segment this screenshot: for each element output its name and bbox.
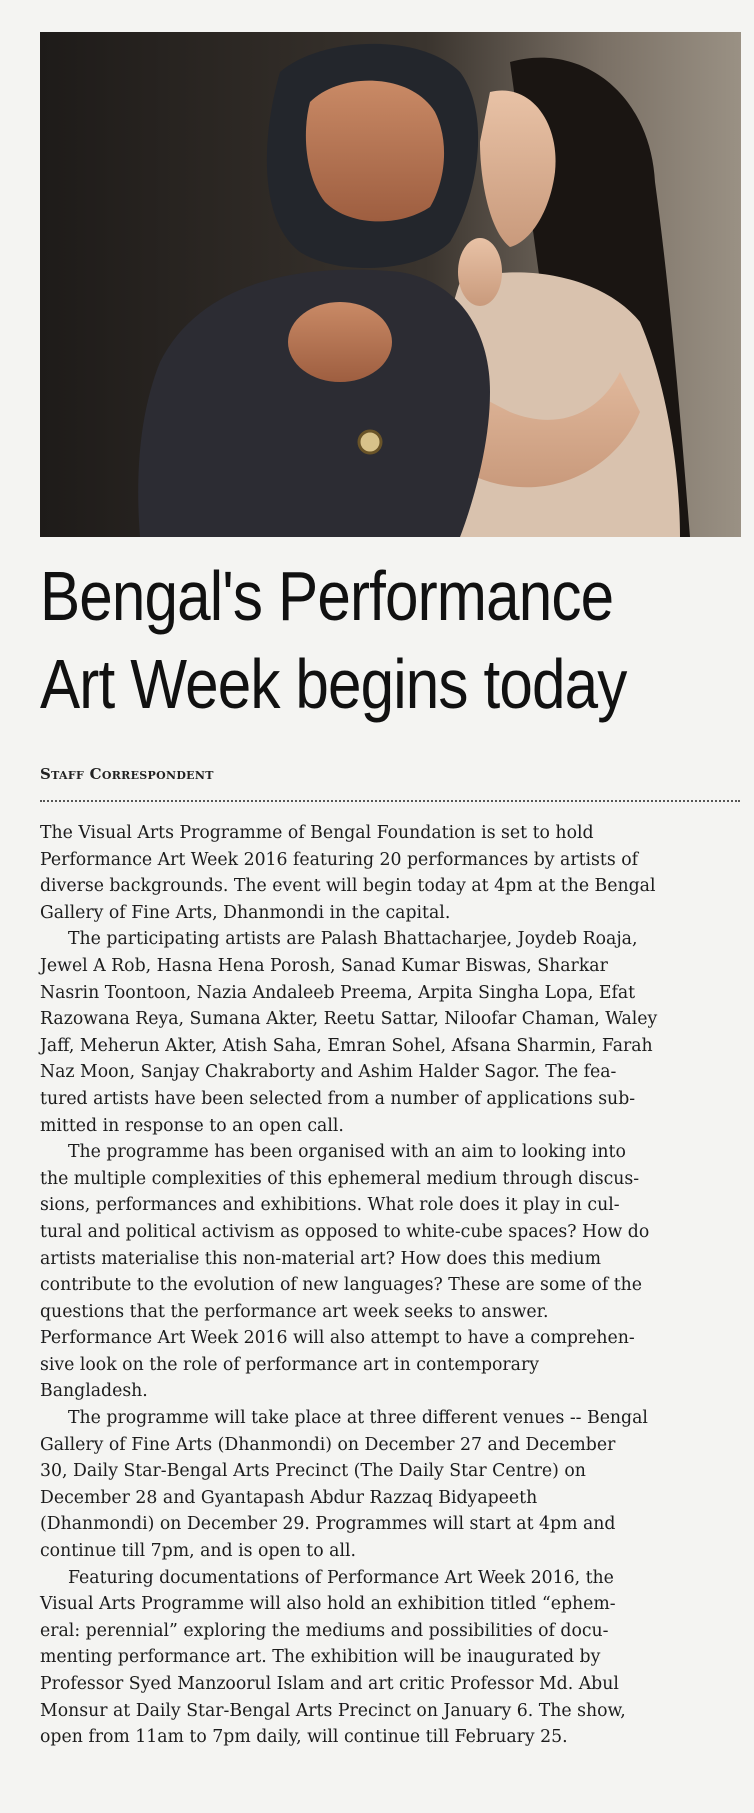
article-body [40, 820, 742, 1751]
text-line: Performance Art Week 2016 will also attempt to have a comprehen- [40, 1328, 635, 1349]
article-paragraph [40, 1565, 742, 1751]
text-line: Jaff, Meherun Akter, Atish Saha, Emran Sohel, Afsana Sharmin, Farah [40, 1035, 653, 1056]
headline-line: Bengal's Performance [40, 557, 614, 635]
text-line: sions, performances and exhibitions. What role does it play in cul- [40, 1195, 620, 1216]
text-line: The programme will take place at three different venues -- Bengal [68, 1408, 648, 1429]
text-line: Monsur at Daily Star-Bengal Arts Precinct on January 6. The show, [40, 1700, 626, 1721]
text-line: mitted in response to an open call. [40, 1115, 344, 1136]
text-line: diverse backgrounds. The event will begin today at 4pm at the Bengal [40, 876, 656, 897]
article-paragraph [40, 926, 742, 1139]
text-line: The participating artists are Palash Bhattacharjee, Joydeb Roaja, [68, 929, 638, 950]
text-line: Gallery of Fine Arts (Dhanmondi) on December 27 and December [40, 1434, 616, 1455]
text-line: Visual Arts Programme will also hold an exhibition titled “ephem- [40, 1594, 616, 1615]
article-paragraph [40, 1139, 742, 1405]
article-paragraph [40, 1405, 742, 1565]
text-line: the multiple complexities of this ephemeral medium through discus- [40, 1168, 640, 1189]
text-line: Nasrin Toontoon, Nazia Andaleeb Preema, Arpita Singha Lopa, Efat [40, 982, 636, 1003]
text-line: Professor Syed Manzoorul Islam and art critic Professor Md. Abul [40, 1674, 619, 1694]
text-line: questions that the performance art week seeks to answer. [40, 1301, 549, 1322]
text-line: menting performance art. The exhibition will be inaugurated by [40, 1647, 601, 1668]
text-line: December 28 and Gyantapash Abdur Razzaq Bidyapeeth [40, 1487, 538, 1508]
text-line: The programme has been organised with an aim to looking into [68, 1142, 626, 1163]
text-line: Performance Art Week 2016 featuring 20 performances by artists of [40, 849, 639, 870]
text-line: Bangladesh. [40, 1381, 148, 1402]
text-line: continue till 7pm, and is open to all. [40, 1541, 356, 1562]
text-line: open from 11am to 7pm daily, will continue till February 25. [40, 1727, 568, 1748]
text-line: (Dhanmondi) on December 29. Programmes will start at 4pm and [40, 1514, 616, 1535]
headline-line: Art Week begins today [40, 645, 627, 723]
article-paragraph [40, 820, 742, 926]
text-line: The Visual Arts Programme of Bengal Foundation is set to hold [40, 823, 594, 843]
text-line: eral: perennial” exploring the mediums and possibilities of docu- [40, 1620, 609, 1641]
text-line: Gallery of Fine Arts, Dhanmondi in the capital. [40, 902, 451, 923]
headline [40, 552, 643, 728]
text-line: 30, Daily Star-Bengal Arts Precinct (The Daily Star Centre) on [40, 1461, 586, 1482]
text-line: tured artists have been selected from a number of applications sub- [40, 1088, 636, 1109]
dotted-divider [40, 800, 740, 802]
text-line: Razowana Reya, Sumana Akter, Reetu Sattar, Niloofar Chaman, Waley [40, 1009, 658, 1030]
text-line: Naz Moon, Sanjay Chakraborty and Ashim Halder Sagor. The fea- [40, 1062, 617, 1083]
text-line: Featuring documentations of Performance Art Week 2016, the [68, 1567, 614, 1588]
text-line: artists materialise this non-material art? How does this medium [40, 1248, 602, 1269]
text-line: sive look on the role of performance art in contemporary [40, 1354, 540, 1375]
text-line: Jewel A Rob, Hasna Hena Porosh, Sanad Kumar Biswas, Sharkar [40, 955, 608, 976]
text-line: contribute to the evolution of new languages? These are some of the [40, 1275, 643, 1296]
text-line: tural and political activism as opposed to white-cube spaces? How do [40, 1221, 650, 1242]
article-photo [40, 32, 741, 537]
performers-image [40, 32, 741, 537]
byline: Staff Correspondent [40, 765, 214, 783]
